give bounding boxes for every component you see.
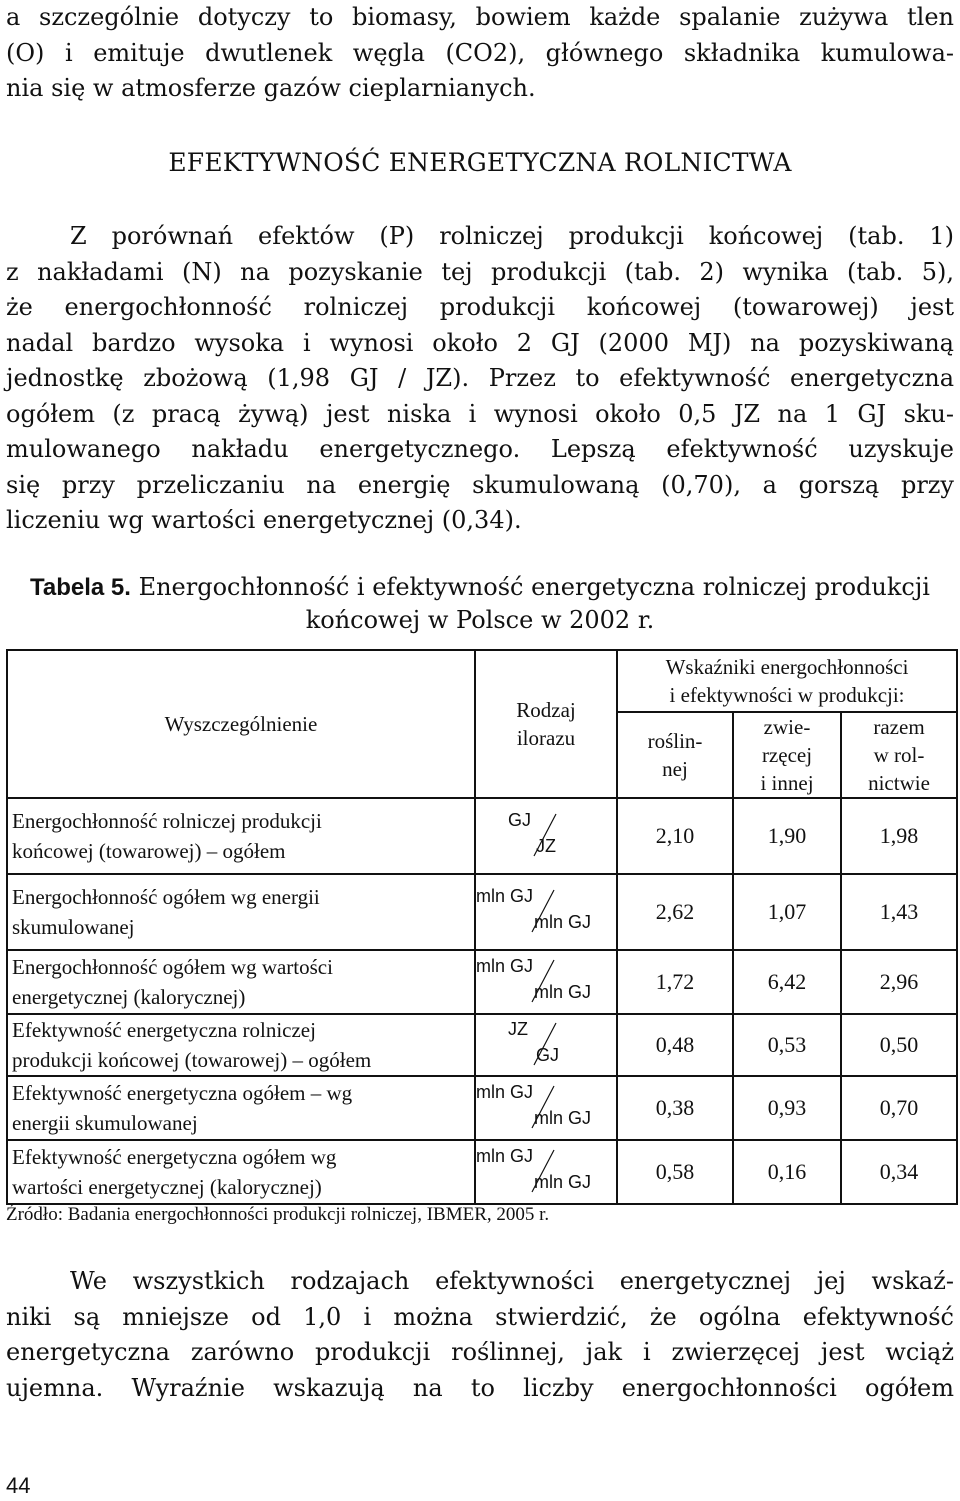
table-row <box>7 1014 957 1076</box>
value-animal: 0,53 <box>733 1014 841 1076</box>
table-caption <box>0 571 960 636</box>
value-total: 2,96 <box>841 950 957 1014</box>
row-description-line: Energochłonność ogółem wg energii <box>12 885 320 909</box>
row-description-line: energii skumulowanej <box>12 1111 198 1135</box>
body-line: nadal bardzo wysoka i wynosi około 2 GJ (2000 MJ) na pozyskiwaną <box>6 328 954 357</box>
row-description <box>7 950 475 1014</box>
ratio-cell <box>475 1014 617 1076</box>
row-description-line: końcowej (towarowej) – ogółem <box>12 839 286 863</box>
row-description-line: Efektywność energetyczna rolniczej <box>12 1018 316 1042</box>
intro-line: a szczególnie dotyczy to biomasy, bowiem każde spalanie zużywa tlen <box>6 3 954 31</box>
value-animal: 1,07 <box>733 874 841 950</box>
closing-line: We wszystkich rodzajach efektywności energetycznej jej wskaź- <box>70 1267 954 1295</box>
body-line: Z porównań efektów (P) rolniczej produkcji końcowej (tab. 1) <box>70 222 954 250</box>
body-line: że energochłonność rolniczej produkcji końcowej (towarowej) jest <box>6 293 954 321</box>
row-description-line: Efektywność energetyczna ogółem wg <box>12 1145 337 1169</box>
row-description-line: skumulowanej <box>12 915 135 939</box>
header-total: razem w rol- nictwie <box>841 712 957 798</box>
row-description <box>7 874 475 950</box>
value-total: 0,50 <box>841 1014 957 1076</box>
ratio-denominator: mln GJ <box>534 1108 592 1128</box>
body-paragraph <box>6 219 954 539</box>
table-row <box>7 1140 957 1204</box>
value-animal: 0,93 <box>733 1076 841 1140</box>
data-table <box>6 649 958 1205</box>
row-description-line: wartości energetycznej (kalorycznej) <box>12 1175 322 1199</box>
table-body <box>7 798 957 1204</box>
value-total: 1,98 <box>841 798 957 874</box>
row-description <box>7 1140 475 1204</box>
row-description-line: Energochłonność ogółem wg wartości <box>12 955 333 979</box>
value-total: 1,43 <box>841 874 957 950</box>
section-heading: EFEKTYWNOŚĆ ENERGETYCZNA ROLNICTWA <box>168 148 792 177</box>
table-header-row <box>7 650 957 712</box>
body-line: z nakładami (N) na pozyskanie tej produkcji (tab. 2) wynika (tab. 5), <box>6 257 954 286</box>
row-description <box>7 1014 475 1076</box>
body-line: się przy przeliczaniu na energię skumulowaną (0,70), a gorszą przy <box>6 470 954 499</box>
table-row <box>7 798 957 874</box>
ratio-cell <box>475 1140 617 1204</box>
body-line: mulowanego nakładu energetycznego. Lepszą efektywność uzyskuje <box>6 435 954 463</box>
value-total: 0,70 <box>841 1076 957 1140</box>
ratio-numerator: mln GJ <box>476 886 534 906</box>
value-animal: 1,90 <box>733 798 841 874</box>
closing-paragraph <box>6 1264 954 1406</box>
header-plant: roślin- nej <box>617 712 733 798</box>
value-plant: 0,58 <box>617 1140 733 1204</box>
ratio-cell <box>475 1076 617 1140</box>
row-description-line: Energochłonność rolniczej produkcji <box>12 809 322 833</box>
value-animal: 0,16 <box>733 1140 841 1204</box>
row-description-line: energetycznej (kalorycznej) <box>12 985 246 1009</box>
body-line: ogółem (z pracą żywą) jest niska i wynosi około 0,5 JZ na 1 GJ sku- <box>6 399 954 428</box>
ratio-numerator: mln GJ <box>476 1082 534 1102</box>
header-item: Wyszczególnienie <box>7 650 475 798</box>
value-plant: 2,10 <box>617 798 733 874</box>
source-note: Źródło: Badania energochłonności produkcji rolniczej, IBMER, 2005 r. <box>6 1204 550 1225</box>
value-plant: 0,48 <box>617 1014 733 1076</box>
row-description-line: produkcji końcowej (towarowej) – ogółem <box>12 1048 372 1072</box>
ratio-denominator: mln GJ <box>534 982 592 1002</box>
header-animal: zwie- rzęcej i innej <box>733 712 841 798</box>
ratio-denominator: GJ <box>536 1045 560 1065</box>
table-label: Tabela 5. <box>30 574 131 601</box>
ratio-denominator: JZ <box>536 836 556 856</box>
value-animal: 6,42 <box>733 950 841 1014</box>
table-row <box>7 950 957 1014</box>
value-plant: 0,38 <box>617 1076 733 1140</box>
ratio-numerator: GJ <box>508 810 532 830</box>
ratio-numerator: mln GJ <box>476 956 534 976</box>
closing-line: niki są mniejsze od 1,0 i można stwierdzić, że ogólna efektywność <box>6 1302 954 1331</box>
ratio-denominator: mln GJ <box>534 1172 592 1192</box>
ratio-cell <box>475 950 617 1014</box>
value-plant: 1,72 <box>617 950 733 1014</box>
body-line: liczeniu wg wartości energetycznej (0,34). <box>6 506 522 534</box>
header-indicators: Wskaźniki energochłonności i efektywności w produkcji: <box>617 650 957 712</box>
intro-line: nia się w atmosferze gazów cieplarnianych. <box>6 74 536 102</box>
row-description-line: Efektywność energetyczna ogółem – wg <box>12 1081 353 1105</box>
table-title-line2: końcowej w Polsce w 2002 r. <box>305 606 655 634</box>
ratio-numerator: mln GJ <box>476 1146 534 1166</box>
intro-line: (O) i emituje dwutlenek węgla (CO2), głównego składnika kumulowa- <box>6 38 954 67</box>
row-description <box>7 1076 475 1140</box>
ratio-cell <box>475 874 617 950</box>
row-description <box>7 798 475 874</box>
page-number: 44 <box>6 1473 31 1498</box>
ratio-numerator: JZ <box>508 1019 528 1039</box>
value-total: 0,34 <box>841 1140 957 1204</box>
body-line: jednostkę zbożową (1,98 GJ / JZ). Przez to efektywność energetyczna <box>6 364 954 392</box>
table-row <box>7 874 957 950</box>
closing-line: energetyczna zarówno produkcji roślinnej, jak i zwierzęcej jest wciąż <box>6 1338 954 1366</box>
ratio-denominator: mln GJ <box>534 912 592 932</box>
table-title: Energochłonność i efektywność energetyczna rolniczej produkcji <box>130 573 930 601</box>
value-plant: 2,62 <box>617 874 733 950</box>
intro-paragraph <box>6 0 954 107</box>
closing-line: ujemna. Wyraźnie wskazują na to liczby energochłonności ogółem <box>6 1373 954 1402</box>
header-ratio-type: Rodzaj ilorazu <box>475 650 617 798</box>
table-row <box>7 1076 957 1140</box>
ratio-cell <box>475 798 617 874</box>
